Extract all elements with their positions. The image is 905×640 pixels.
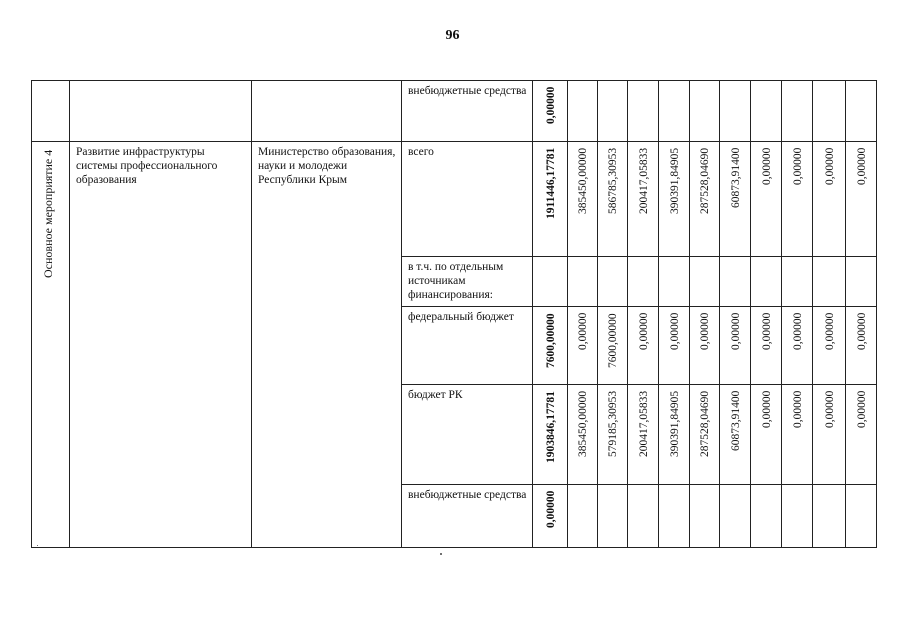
budget-table	[31, 80, 877, 548]
cell-value: 0,00000	[577, 312, 589, 350]
value-cell	[568, 307, 598, 385]
value-cell	[751, 485, 782, 548]
value-cell	[690, 257, 720, 307]
value-cell	[690, 485, 720, 548]
cell-value: 0,00000	[856, 312, 868, 350]
cell-value: 0,00000	[824, 390, 836, 428]
value-cell	[690, 385, 720, 485]
cell-value: 0,00000	[730, 312, 742, 350]
value-cell	[533, 307, 568, 385]
value-cell	[598, 485, 628, 548]
value-cell	[659, 257, 690, 307]
value-cell	[720, 485, 751, 548]
event-label: Основное мероприятие 4	[41, 149, 55, 278]
value-cell	[720, 81, 751, 142]
value-cell	[782, 257, 813, 307]
cell-value: 287528,04690	[699, 147, 711, 214]
value-cell	[533, 257, 568, 307]
value-cell	[533, 385, 568, 485]
value-cell	[813, 385, 846, 485]
cell-value: 0,00000	[792, 390, 804, 428]
value-cell	[659, 81, 690, 142]
source-cell	[402, 385, 533, 485]
value-cell	[720, 385, 751, 485]
value-cell	[628, 142, 659, 257]
cell-value: 7600,00000	[545, 313, 557, 368]
value-cell	[659, 307, 690, 385]
source-cell-text: внебюджетные средства	[408, 489, 527, 501]
cell-value: 0,00000	[761, 312, 773, 350]
value-cell	[720, 142, 751, 257]
scan-speck	[37, 545, 38, 546]
scan-speck	[440, 553, 442, 555]
value-cell	[533, 485, 568, 548]
value-cell	[598, 257, 628, 307]
cell-value: 0,00000	[792, 147, 804, 185]
cell-value: 0,00000	[824, 312, 836, 350]
event-executor-cell	[252, 142, 402, 548]
source-cell-text: всего	[408, 146, 434, 158]
value-cell	[568, 385, 598, 485]
executor-cell	[252, 81, 402, 142]
page-number: 96	[445, 28, 460, 43]
value-cell	[846, 81, 877, 142]
event-executor-cell-text: Министерство образования, науки и молодежи Республики Крым	[258, 146, 396, 186]
source-cell-text: федеральный бюджет	[408, 311, 514, 323]
cell-value: 7600,00000	[607, 313, 619, 368]
value-cell	[533, 81, 568, 142]
cell-value: 586785,30953	[607, 147, 619, 214]
value-cell	[782, 307, 813, 385]
name-cell	[70, 81, 252, 142]
value-cell	[813, 307, 846, 385]
value-cell	[628, 257, 659, 307]
value-cell	[846, 385, 877, 485]
value-cell	[659, 142, 690, 257]
cell-value: 1903846,17781	[545, 391, 557, 463]
value-cell	[598, 81, 628, 142]
cell-value: 200417,05833	[638, 390, 650, 457]
value-cell	[659, 485, 690, 548]
event-cell	[32, 81, 70, 142]
cell-value: 60873,91400	[730, 390, 742, 451]
value-cell	[598, 142, 628, 257]
cell-value: 579185,30953	[607, 390, 619, 457]
value-cell	[782, 385, 813, 485]
cell-value: 60873,91400	[730, 147, 742, 208]
value-cell	[846, 307, 877, 385]
cell-value: 390391,84905	[669, 147, 681, 214]
value-cell	[628, 485, 659, 548]
value-cell	[751, 385, 782, 485]
value-cell	[846, 257, 877, 307]
event-name-cell	[70, 142, 252, 548]
value-cell	[628, 81, 659, 142]
cell-value: 0,00000	[669, 312, 681, 350]
value-cell	[568, 257, 598, 307]
value-cell	[568, 142, 598, 257]
value-cell	[659, 385, 690, 485]
value-cell	[846, 485, 877, 548]
value-cell	[751, 257, 782, 307]
value-cell	[782, 142, 813, 257]
source-cell	[402, 257, 533, 307]
cell-value: 390391,84905	[669, 390, 681, 457]
value-cell	[751, 307, 782, 385]
value-cell	[568, 81, 598, 142]
value-cell	[598, 307, 628, 385]
source-cell	[402, 142, 533, 257]
value-cell	[628, 307, 659, 385]
value-cell	[813, 142, 846, 257]
table-row	[32, 142, 877, 257]
cell-value: 0,00000	[856, 147, 868, 185]
cell-value: 0,00000	[699, 312, 711, 350]
cell-value: 0,00000	[545, 86, 557, 124]
value-cell	[568, 485, 598, 548]
cell-value: 0,00000	[856, 390, 868, 428]
source-cell-text: внебюджетные средства	[408, 85, 527, 97]
source-cell-text: в т.ч. по отдельным источникам финансирования:	[408, 261, 504, 301]
event-label-cell	[32, 142, 70, 548]
cell-value: 0,00000	[638, 312, 650, 350]
value-cell	[813, 257, 846, 307]
cell-value: 287528,04690	[699, 390, 711, 457]
value-cell	[628, 385, 659, 485]
source-cell	[402, 485, 533, 548]
value-cell	[690, 81, 720, 142]
source-cell	[402, 307, 533, 385]
value-cell	[846, 142, 877, 257]
cell-value: 0,00000	[761, 390, 773, 428]
value-cell	[813, 81, 846, 142]
value-cell	[690, 142, 720, 257]
source-cell-text: бюджет РК	[408, 389, 463, 401]
cell-value: 0,00000	[545, 490, 557, 528]
cell-value: 385450,00000	[577, 147, 589, 214]
cell-value: 0,00000	[792, 312, 804, 350]
value-cell	[720, 307, 751, 385]
cell-value: 0,00000	[824, 147, 836, 185]
table-row	[32, 81, 877, 142]
value-cell	[533, 142, 568, 257]
value-cell	[751, 81, 782, 142]
value-cell	[782, 485, 813, 548]
value-cell	[751, 142, 782, 257]
source-cell	[402, 81, 533, 142]
value-cell	[782, 81, 813, 142]
value-cell	[690, 307, 720, 385]
value-cell	[720, 257, 751, 307]
cell-value: 385450,00000	[577, 390, 589, 457]
cell-value: 1911446,17781	[545, 147, 557, 219]
cell-value: 0,00000	[761, 147, 773, 185]
event-name-cell-text: Развитие инфраструктуры системы профессионального образования	[76, 146, 218, 186]
cell-value: 200417,05833	[638, 147, 650, 214]
value-cell	[813, 485, 846, 548]
value-cell	[598, 385, 628, 485]
